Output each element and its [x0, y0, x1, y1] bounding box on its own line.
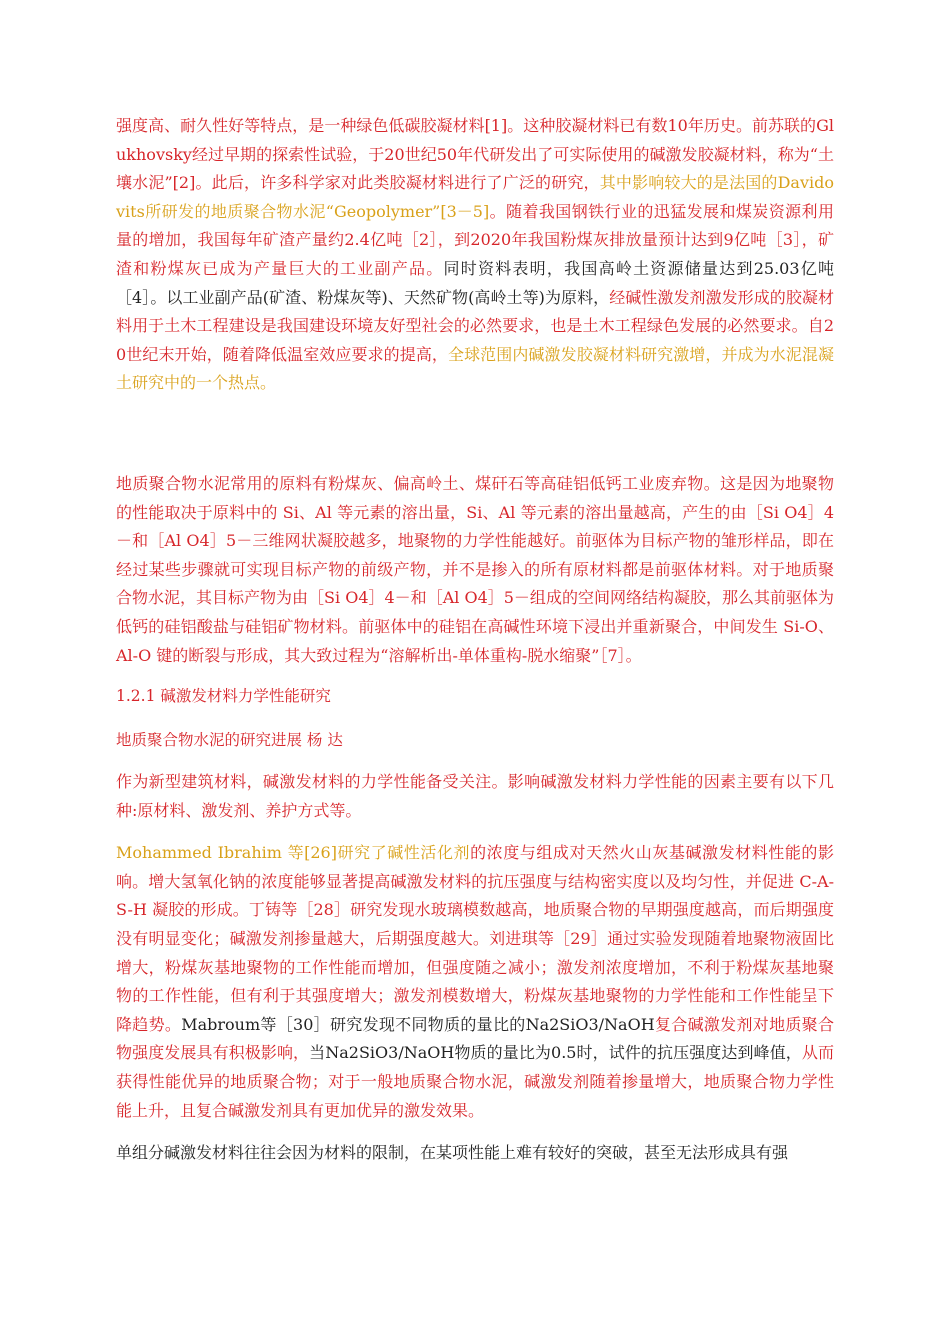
text-segment: 同时资料表明，我国高岭土资源储量达到25.03亿吨［4］。以工业副产品(矿渣、粉煤灰等)、天然矿物(高岭土等)为原料，	[116, 258, 834, 307]
text-segment-highlight: 全球范围内碱激发胶凝材料研究激增，并成为水泥混凝土研究中的一个热点。	[116, 344, 834, 393]
text-segment: 经碱性激发剂激发形成的胶凝材料用于土木工程建设是我国建设环境友好型社会的必然要求，也是土木工程绿色发展的必然要求。自20世纪末开始，随着降低温室效应要求的提高，	[116, 287, 834, 364]
text-segment: 复合碱激发剂对地质聚合物强度发展具有积极影响，	[116, 1014, 834, 1063]
paragraph-raw-materials	[116, 470, 834, 670]
text-segment: 当Na2SiO3/NaOH物质的量比为0.5时，试件的抗压强度达到峰值，	[309, 1043, 802, 1063]
text-segment: 地质聚合物水泥常用的原料有粉煤灰、偏高岭土、煤矸石等高硅铝低钙工业废弃物。这是因为地聚物的性能取决于原料中的 Si、Al 等元素的溶出量，Si、Al 等元素的溶出量越高，产生的由［Si O4］4－和［Al O4］5－三维网状凝胶越多，地聚物的力学性能越好。前驱体为目标产物的雏形样品，即在经过某些步骤就可实现目标产物的前级产物，并不是掺入的所有原材料都是前驱体材料。对于地质聚合物水泥，其目标产物为由［Si O4］4－和［Al O4］5－组成的空间网络结构凝胶，那么其前驱体为低钙的硅铝酸盐与硅铝矿物材料。前驱体中的硅铝在高碱性环境下浸出并重新聚合，中间发生 Si-O、Al-O 键的断裂与形成，其大致过程为“溶解析出-单体重构-脱水缩聚”［7］。	[116, 473, 834, 665]
text-segment: 的浓度与组成对天然火山灰基碱激发材料性能的影响。增大氢氧化钠的浓度能够显著提高碱激发材料的抗压强度与结构密实度以及均匀性，并促进 C-A-S-H 凝胶的形成。丁铸等［28］研究发现水玻璃模数越高，地质聚合物的早期强度越高，而后期强度没有明显变化；碱激发剂掺量越大，后期强度越大。刘进琪等［29］通过实验发现随着地聚物液固比增大，粉煤灰基地聚物的工作性能而增加，但强度随之减小；激发剂浓度增加，不利于粉煤灰基地聚物的工作性能，但有利于其强度增大；激发剂模数增大，粉煤灰基地聚物的力学性能和工作性能呈下降趋势。	[116, 843, 834, 1034]
paragraph-activator-research	[116, 839, 834, 1125]
paragraph-single-component: 单组分碱激发材料往往会因为材料的限制，在某项性能上难有较好的突破，甚至无法形成具有强	[116, 1143, 789, 1163]
document-page	[116, 112, 834, 1168]
section-heading: 1.2.1 碱激发材料力学性能研究	[116, 687, 331, 706]
text-segment: 从而获得性能优异的地质聚合物；对于一般地质聚合物水泥，碱激发剂随着掺量增大，地质聚合物力学性能上升，且复合碱激发剂具有更加优异的激发效果。	[116, 1043, 834, 1120]
text-segment-highlight: 其中影响较大的是法国的Davidovits所研发的地质聚合物水泥“Geopolymer”[3－5]	[116, 173, 834, 221]
text-segment: 。随着我国钢铁行业的迅猛发展和煤炭资源利用量的增加，我国每年矿渣产量约2.4亿吨［2］，到2020年我国粉煤灰排放量预计达到9亿吨［3］，矿渣和粉煤灰已成为产量巨大的工业副产品。	[116, 201, 834, 278]
source-subtitle: 地质聚合物水泥的研究进展 杨 达	[116, 731, 343, 750]
text-segment: Mabroum等［30］研究发现不同物质的量比的Na2SiO3/NaOH	[181, 1014, 655, 1034]
text-segment-highlight: Mohammed Ibrahim 等[26]研究了碱性活化剂	[116, 843, 471, 863]
text-segment: 强度高、耐久性好等特点，是一种绿色低碳胶凝材料[1]。这种胶凝材料已有数10年历史。前苏联的Glukhovsky经过早期的探索性试验，于20世纪50年代研发出了可实际使用的碱激发胶凝材料，称为“土壤水泥”[2]。此后，许多科学家对此类胶凝材料进行了广泛的研究，	[116, 116, 834, 193]
paragraph-mechanical-intro: 作为新型建筑材料，碱激发材料的力学性能备受关注。影响碱激发材料力学性能的因素主要有以下几种:原材料、激发剂、养护方式等。	[116, 772, 834, 820]
paragraph-history	[116, 112, 834, 398]
